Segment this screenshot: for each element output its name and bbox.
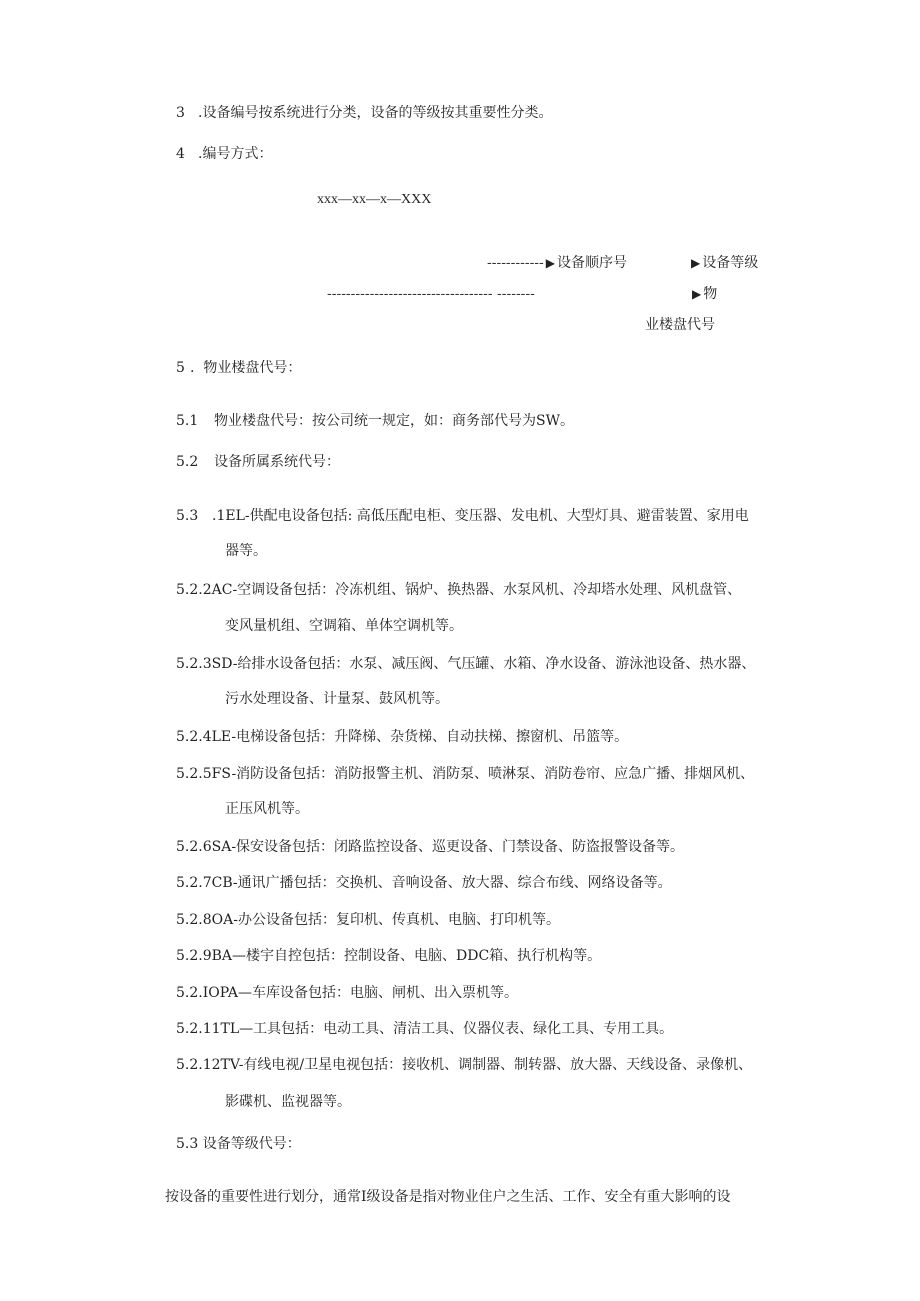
dash-line: ------------ [487,255,544,271]
label-wu: 物 [703,286,718,302]
item-text: . 物业楼盘代号： [190,360,302,376]
item-text: 物业楼盘代号：按公司统一规定，如：商务部代号为SW。 [214,413,574,429]
item-3 [176,103,552,123]
item-5-2-9: 5.2.9BA—楼宇自控包括：控制设备、电脑、DDC箱、执行机构等。 [176,948,602,964]
item-number: 3 [176,105,185,121]
item-number: 5.1 [176,413,199,429]
item-continuation: 影碟机、监视器等。 [225,1094,351,1110]
arrow-icon: ▶ [692,287,702,301]
paragraph-grade-definition: 按设备的重要性进行划分，通常I级设备是指对物业住户之生活、工作、安全有重大影响的设 [165,1189,731,1205]
diagram-row-2 [327,284,535,304]
diagram-row-1 [487,253,627,273]
item-5-2-2: 5.2.2AC-空调设备包括：冷冻机组、锅炉、换热器、水泵风机、冷却塔水处理、风机盘管、 [176,582,742,598]
dash-line: ----------------------------------- -------- [327,286,535,302]
item-5-2-10: 5.2.IOPA—车库设备包括：电脑、闸机、出入票机等。 [176,985,518,1001]
item-text: .编号方式： [198,146,273,162]
item-number: 5.3 [176,508,199,524]
item-5-3-1 [176,506,749,526]
item-5-1 [176,411,574,431]
item-4 [176,144,272,164]
item-5-2-6: 5.2.6SA-保安设备包括：闭路监控设备、巡更设备、门禁设备、防盗报警设备等。 [176,839,685,855]
item-5-2-5: 5.2.5FS-消防设备包括：消防报警主机、消防泵、喷淋泵、消防卷帘、应急广播、排烟风机、 [176,766,755,782]
item-5-2-12: 5.2.12TV-有线电视/卫星电视包括：接收机、调制器、制转器、放大器、天线设备、录像机、 [176,1057,753,1073]
item-5-2-11: 5.2.11TL—工具包括：电动工具、清洁工具、仪器仪表、绿化工具、专用工具。 [176,1021,674,1037]
item-continuation: 器等。 [225,543,267,559]
code-format: xxx—xx—x—XXX [317,192,432,207]
label-sequence: 设备顺序号 [557,255,627,271]
item-5 [176,358,301,378]
item-text: .设备编号按系统进行分类，设备的等级按其重要性分类。 [198,105,553,121]
item-number: 5 [176,360,185,376]
item-continuation: 污水处理设备、计量泵、鼓风机等。 [225,691,449,707]
item-text: 设备所属系统代号： [214,454,340,470]
label-grade: 设备等级 [702,255,759,271]
item-5-2-7: 5.2.7CB-通讯广播包括：交换机、音响设备、放大器、综合布线、网络设备等。 [176,875,672,891]
diagram-grade [689,253,758,273]
item-text: .1EL-供配电设备包括: 高低压配电柜、变压器、发电机、大型灯具、避雷装置、家用电 [212,508,749,524]
item-number: 5.2 [176,454,199,470]
arrow-icon: ▶ [545,256,555,270]
item-5-2-4: 5.2.4LE-电梯设备包括：升降梯、杂货梯、自动扶梯、擦窗机、吊篮等。 [176,729,629,745]
item-5-3-grade: 5.3 设备等级代号： [176,1136,301,1152]
item-5-2-8: 5.2.8OA-办公设备包括：复印机、传真机、电脑、打印机等。 [176,912,560,928]
arrow-icon: ▶ [691,256,701,270]
item-number: 4 [176,146,185,162]
item-5-2-3: 5.2.3SD-给排水设备包括：水泵、减压阀、气压罐、水箱、净水设备、游泳池设备、热水器、 [176,656,756,672]
item-continuation: 正压风机等。 [225,801,309,817]
item-continuation: 变风量机组、空调箱、单体空调机等。 [225,618,463,634]
diagram-property [690,284,717,304]
item-5-2 [176,452,340,472]
label-property-code: 业楼盘代号 [645,317,715,333]
